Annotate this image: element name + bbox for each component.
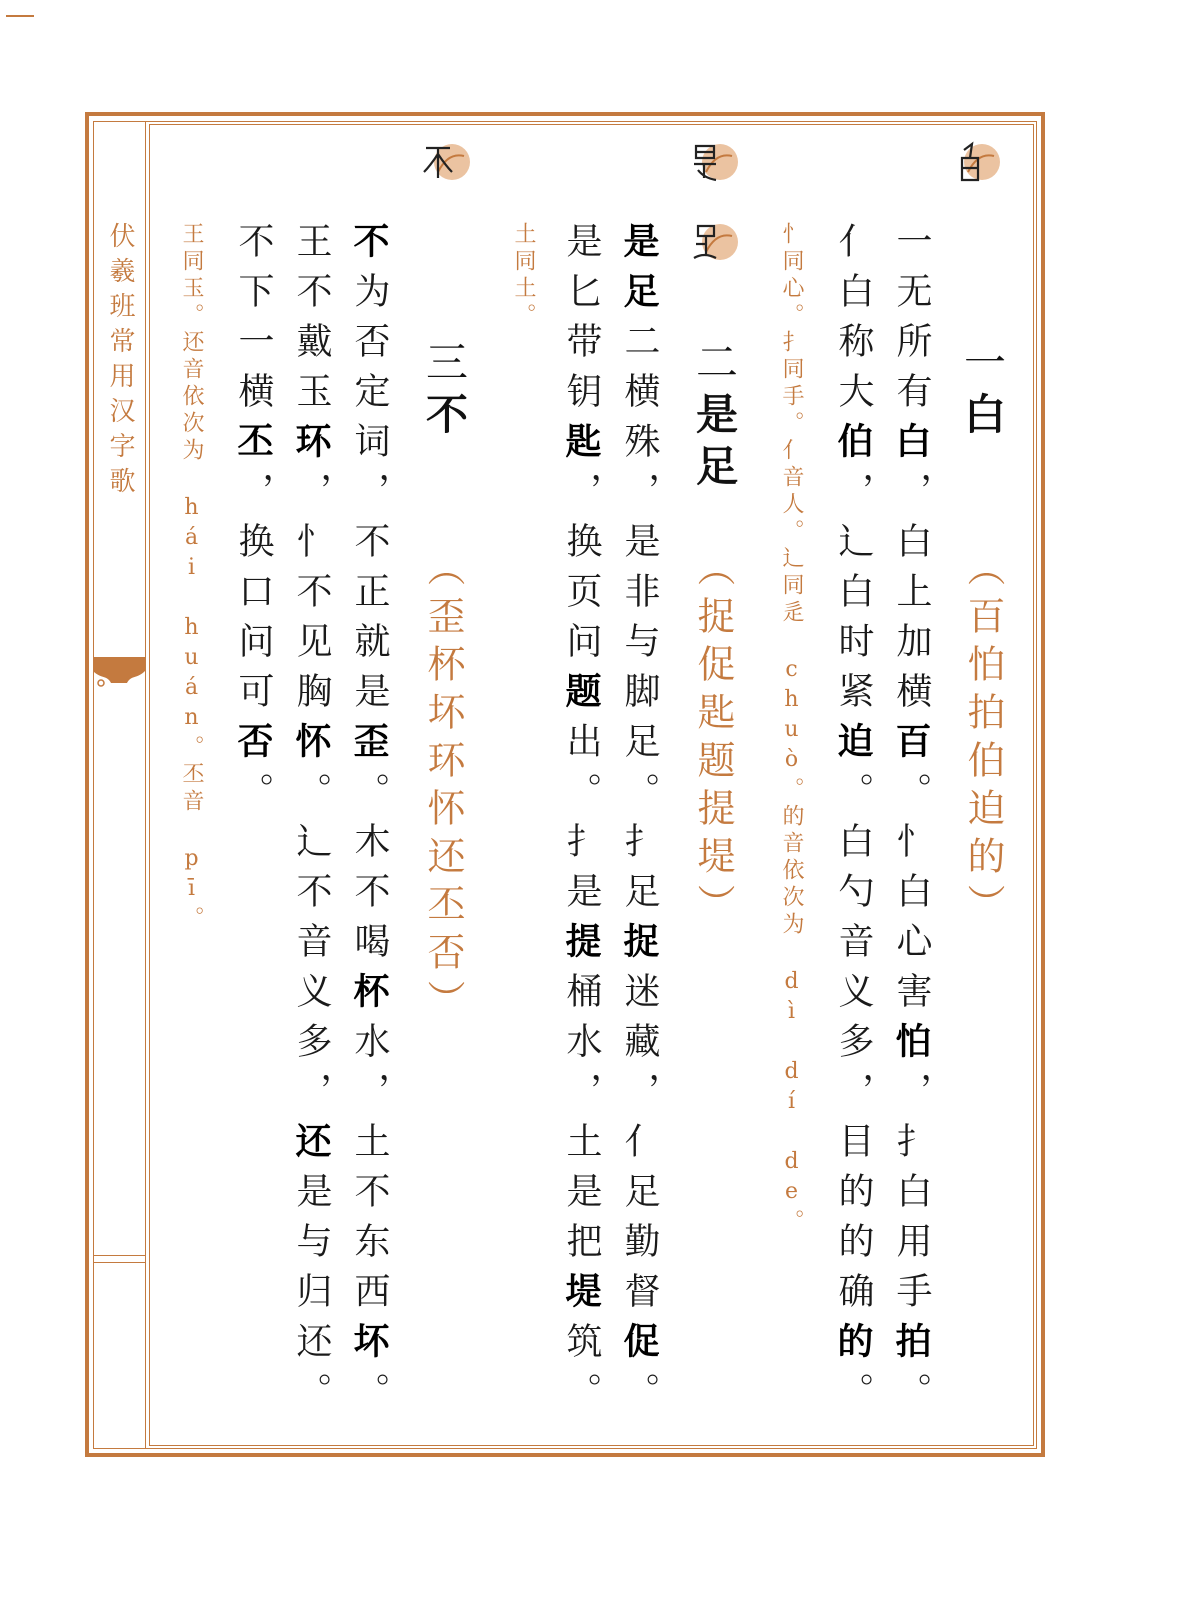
section-2-group: （捉促匙题提堤） bbox=[691, 548, 735, 932]
seal-zu-icon bbox=[684, 212, 742, 268]
section-2-char-b: 足 bbox=[690, 444, 739, 496]
section-2-line-2: 是匕带钥匙，换页问题出。扌是提桶水，土是把堤筑。 bbox=[560, 222, 602, 1422]
section-2-line-1: 是足二横殊，是非与脚足。扌足捉迷藏，亻足勤督促。 bbox=[618, 222, 660, 1422]
spine-rule-bottom bbox=[93, 1255, 145, 1256]
seal-shi-icon bbox=[684, 132, 742, 188]
section-2-note: 土同土。 bbox=[511, 222, 536, 330]
section-3-number: 三 bbox=[420, 340, 469, 392]
seal-bai-icon bbox=[948, 132, 1006, 188]
spine-divider bbox=[145, 121, 146, 1449]
book-title: 伏羲班常用汉字歌 bbox=[105, 222, 135, 502]
section-3-line-2: 王不戴玉环，忄不见胸怀。辶不音义多，还是与归还。 bbox=[290, 222, 332, 1422]
seal-bu-icon bbox=[416, 132, 474, 188]
fishtail-ornament bbox=[93, 657, 145, 693]
section-1-line-1: 一无所有白，白上加横百。忄白心害怕，扌白用手拍。 bbox=[890, 222, 932, 1422]
section-2-number: 二 bbox=[690, 340, 739, 392]
section-3-line-3: 不下一横丕，换口问可否。 bbox=[232, 222, 274, 822]
section-1-line-2: 亻白称大伯，辶白时紧迫。白勺音义多，目的的确的。 bbox=[832, 222, 874, 1422]
section-1-number: 一 bbox=[958, 340, 1007, 392]
section-1-note: 忄同心。扌同手。亻音人。辶同辵 chuò。的音依次为 dì dí de。 bbox=[779, 222, 804, 1236]
section-3-heading bbox=[414, 340, 474, 444]
section-2-char-a: 是 bbox=[690, 392, 739, 444]
section-3-chars: 不 bbox=[420, 392, 469, 444]
section-3-group: （歪杯坏环怀还丕否） bbox=[421, 548, 465, 1028]
spine-rule-bottom-2 bbox=[93, 1262, 145, 1263]
section-2-heading bbox=[684, 340, 744, 496]
section-3-line-1: 不为否定词，不正就是歪。木不喝杯水，土不东西坏。 bbox=[348, 222, 390, 1422]
section-3-note: 王同玉。还音依次为 hái huán。丕音 pī。 bbox=[179, 222, 204, 933]
section-1-heading bbox=[952, 340, 1012, 444]
section-1-group: （百怕拍伯迫的） bbox=[961, 548, 1005, 932]
section-1-chars: 白 bbox=[958, 392, 1007, 444]
page-number bbox=[0, 0, 40, 30]
